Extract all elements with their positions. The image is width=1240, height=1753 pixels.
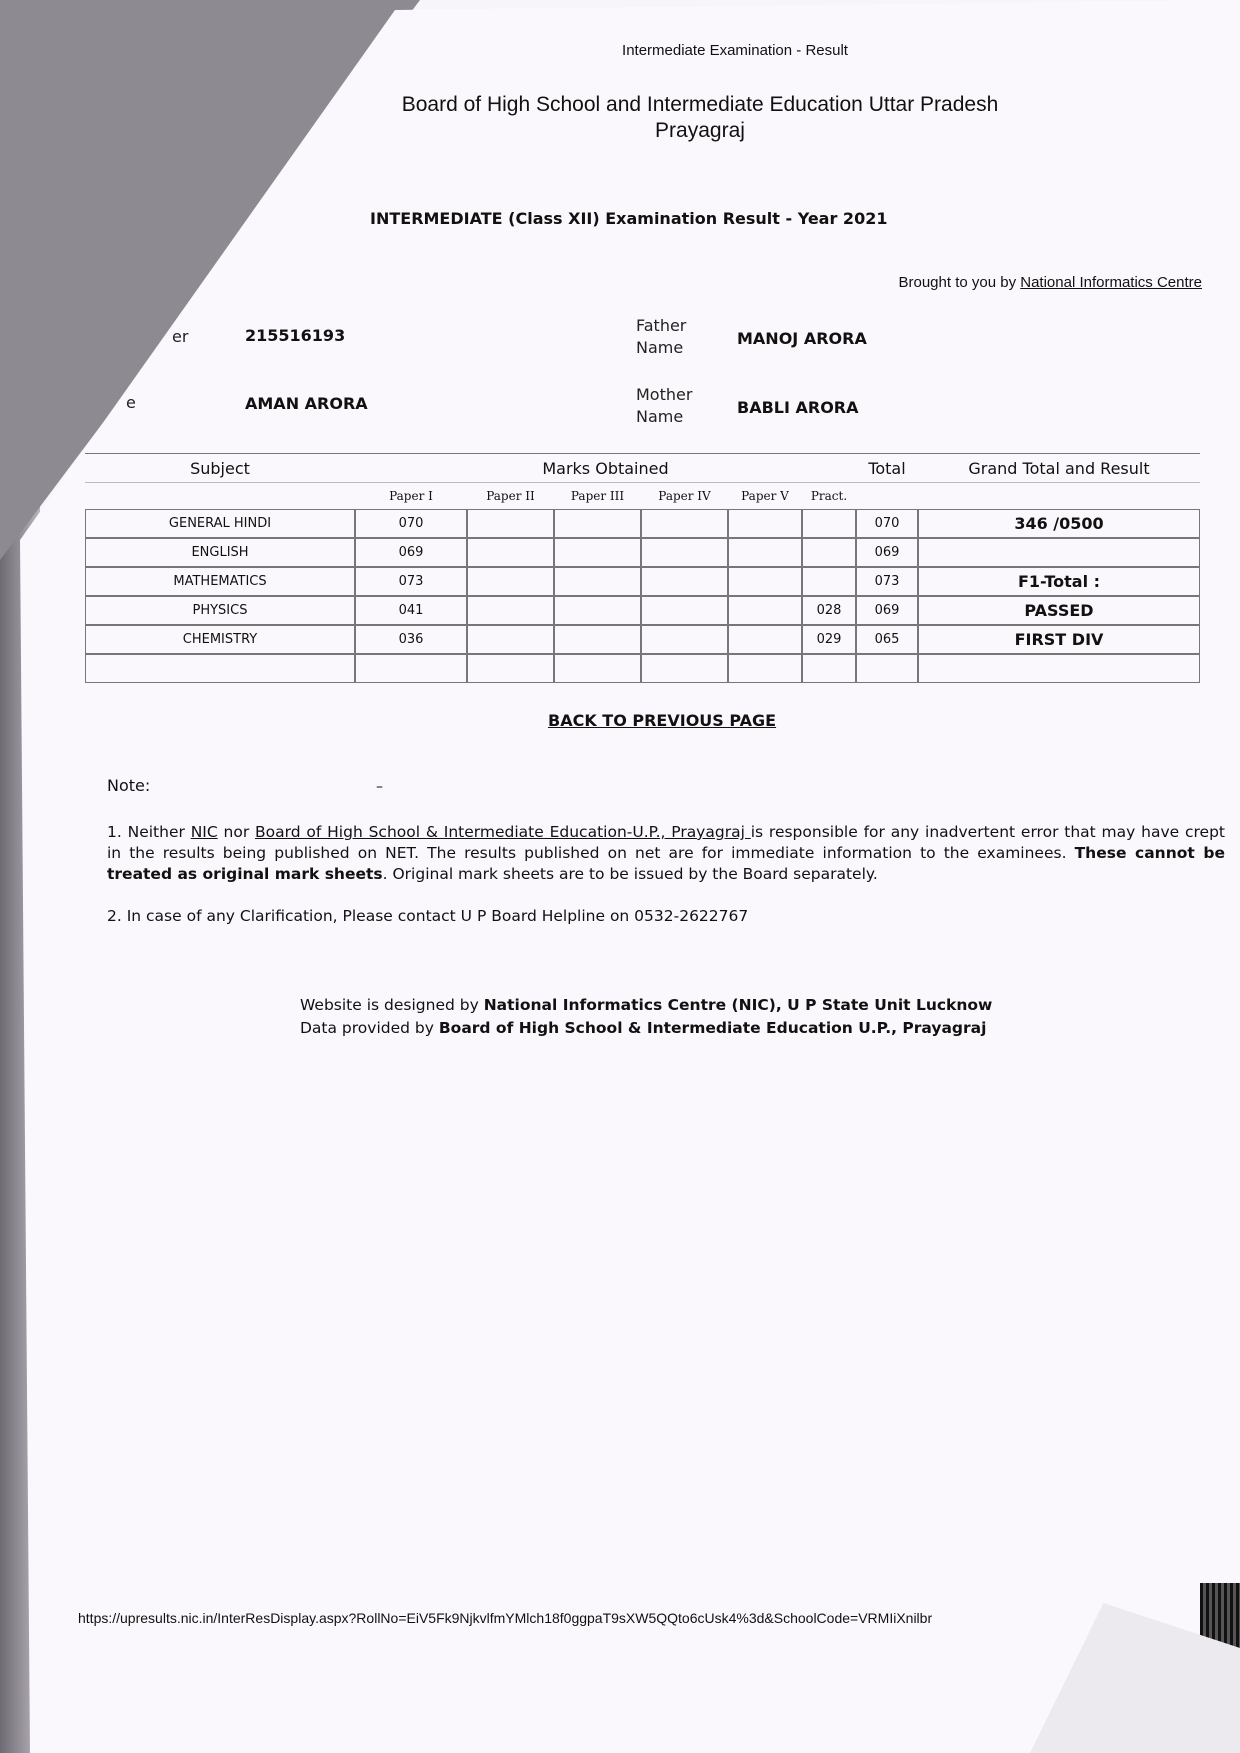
brought-by-line xyxy=(899,274,1203,291)
note-1-text-c: is responsible for any inadvertent error that may have crept in the results being published on NET. The results published on net are for immediate information to the examinees. xyxy=(107,823,1226,862)
subheader-practical: Pract. xyxy=(810,489,848,503)
paper4-cell xyxy=(641,509,728,538)
note-2: 2. In case of any Clarification, Please contact U P Board Helpline on 0532-2622767 xyxy=(107,907,749,925)
total-cell: 065 xyxy=(856,625,918,654)
paper5-cell xyxy=(728,596,802,625)
marks-table xyxy=(85,453,1200,683)
roll-number: 215516193 xyxy=(245,326,346,345)
empty-cell xyxy=(355,654,467,683)
page-url: https://upresults.nic.in/InterResDisplay.aspx?RollNo=EiV5Fk9NjkvlfmYMlch18f0ggpaT9sXW5QQto6cUsk4%3d&SchoolCode=VRMIiXnilbr xyxy=(78,1610,933,1626)
father-label xyxy=(636,315,686,359)
paper5-cell xyxy=(728,625,802,654)
table-subheader-row xyxy=(85,483,1200,509)
father-name: MANOJ ARORA xyxy=(737,329,867,348)
subject-cell: GENERAL HINDI xyxy=(85,509,355,538)
note-1-text-b: nor xyxy=(217,823,256,841)
student-name: AMAN ARORA xyxy=(245,394,368,413)
table-row xyxy=(85,509,1200,538)
father-label-line2: Name xyxy=(636,338,684,357)
practical-cell: 028 xyxy=(802,596,856,625)
practical-cell: 029 xyxy=(802,625,856,654)
table-row xyxy=(85,567,1200,596)
footer-line2 xyxy=(300,1017,1040,1040)
board-note-link[interactable]: Board of High School & Intermediate Education-U.P., Prayagraj xyxy=(255,823,751,841)
note-heading: Note: xyxy=(107,776,151,795)
page-top-title: Intermediate Examination - Result xyxy=(622,42,848,59)
empty-cell xyxy=(85,654,355,683)
table-row xyxy=(85,596,1200,625)
paper4-cell xyxy=(641,567,728,596)
exam-title: INTERMEDIATE (Class XII) Examination Result - Year 2021 xyxy=(370,209,888,228)
empty-cell xyxy=(856,654,918,683)
paper2-cell xyxy=(467,538,554,567)
footer-line2-prefix: Data provided by xyxy=(300,1019,439,1037)
footer-line1-org: National Informatics Centre (NIC), U P State Unit Lucknow xyxy=(483,996,993,1014)
paper2-cell xyxy=(467,509,554,538)
paper1-cell: 069 xyxy=(355,538,467,567)
empty-cell xyxy=(554,654,641,683)
mother-label-line1: Mother xyxy=(636,385,693,404)
footer-line2-org: Board of High School & Intermediate Education U.P., Prayagraj xyxy=(438,1019,987,1037)
total-cell: 070 xyxy=(856,509,918,538)
mother-name: BABLI ARORA xyxy=(737,398,859,417)
subheader-blank xyxy=(85,483,355,509)
paper4-cell xyxy=(641,596,728,625)
subheader-paper3: Paper III xyxy=(570,489,625,503)
paper3-cell xyxy=(554,538,641,567)
subheader-paper2: Paper II xyxy=(486,489,535,503)
subject-cell: CHEMISTRY xyxy=(85,625,355,654)
board-name-line2: Prayagraj xyxy=(655,119,745,142)
paper3-cell xyxy=(554,625,641,654)
board-name xyxy=(340,92,1060,144)
paper3-cell xyxy=(554,567,641,596)
table-row xyxy=(85,538,1200,567)
empty-cell xyxy=(641,654,728,683)
table-row-empty xyxy=(85,654,1200,683)
paper4-cell xyxy=(641,538,728,567)
table-row xyxy=(85,625,1200,654)
header-total: Total xyxy=(856,453,918,483)
header-marks-obtained: Marks Obtained xyxy=(355,453,856,483)
total-cell: 069 xyxy=(856,596,918,625)
result-cell: F1-Total : xyxy=(918,567,1200,596)
footer-credits xyxy=(300,994,1040,1040)
result-status-cell: PASSED xyxy=(918,596,1200,625)
paper1-cell: 070 xyxy=(355,509,467,538)
board-name-line1: Board of High School and Intermediate Education Uttar Pradesh xyxy=(401,93,999,116)
paper5-cell xyxy=(728,538,802,567)
paper2-cell xyxy=(467,625,554,654)
result-cell xyxy=(918,538,1200,567)
paper3-cell xyxy=(554,596,641,625)
paper5-cell xyxy=(728,567,802,596)
note-1-text-d: . Original mark sheets are to be issued by the Board separately. xyxy=(382,865,878,883)
grand-total-cell: 346 /0500 xyxy=(918,509,1200,538)
roll-label: er xyxy=(172,327,189,346)
total-cell: 069 xyxy=(856,538,918,567)
brought-by-prefix: Brought to you by xyxy=(898,274,1021,291)
subheader-paper1: Paper I xyxy=(389,489,433,503)
mother-label-line2: Name xyxy=(636,407,684,426)
table-header-row xyxy=(85,453,1200,483)
mother-label xyxy=(636,384,692,428)
name-label: e xyxy=(126,393,136,412)
footer-line1 xyxy=(300,994,1040,1017)
paper2-cell xyxy=(467,567,554,596)
paper5-cell xyxy=(728,509,802,538)
header-grand-total: Grand Total and Result xyxy=(918,453,1200,483)
header-subject: Subject xyxy=(85,453,355,483)
father-label-line1: Father xyxy=(636,316,687,335)
note-1 xyxy=(107,822,1225,885)
subheader-blank-result xyxy=(918,483,1200,509)
subject-cell: PHYSICS xyxy=(85,596,355,625)
subheader-paper4: Paper IV xyxy=(658,489,711,503)
division-cell: FIRST DIV xyxy=(918,625,1200,654)
practical-cell xyxy=(802,538,856,567)
empty-cell xyxy=(802,654,856,683)
back-to-previous-page-link[interactable]: BACK TO PREVIOUS PAGE xyxy=(548,711,777,730)
paper1-cell: 041 xyxy=(355,596,467,625)
subject-cell: ENGLISH xyxy=(85,538,355,567)
note-1-bold: These cannot be treated as original mark sheets xyxy=(107,844,1225,883)
paper4-cell xyxy=(641,625,728,654)
empty-cell xyxy=(728,654,802,683)
empty-cell xyxy=(918,654,1200,683)
paper2-cell xyxy=(467,596,554,625)
practical-cell xyxy=(802,567,856,596)
footer-line1-prefix: Website is designed by xyxy=(300,996,484,1014)
subheader-paper5: Paper V xyxy=(741,489,789,503)
subject-cell: MATHEMATICS xyxy=(85,567,355,596)
empty-cell xyxy=(467,654,554,683)
paper1-cell: 036 xyxy=(355,625,467,654)
note-1-text-a: 1. Neither xyxy=(107,823,191,841)
total-cell: 073 xyxy=(856,567,918,596)
nic-note-link[interactable]: NIC xyxy=(190,823,218,841)
nic-link[interactable]: National Informatics Centre xyxy=(1020,274,1202,291)
note-dash: – xyxy=(376,779,383,795)
paper1-cell: 073 xyxy=(355,567,467,596)
practical-cell xyxy=(802,509,856,538)
paper3-cell xyxy=(554,509,641,538)
subheader-blank-total xyxy=(856,483,918,509)
